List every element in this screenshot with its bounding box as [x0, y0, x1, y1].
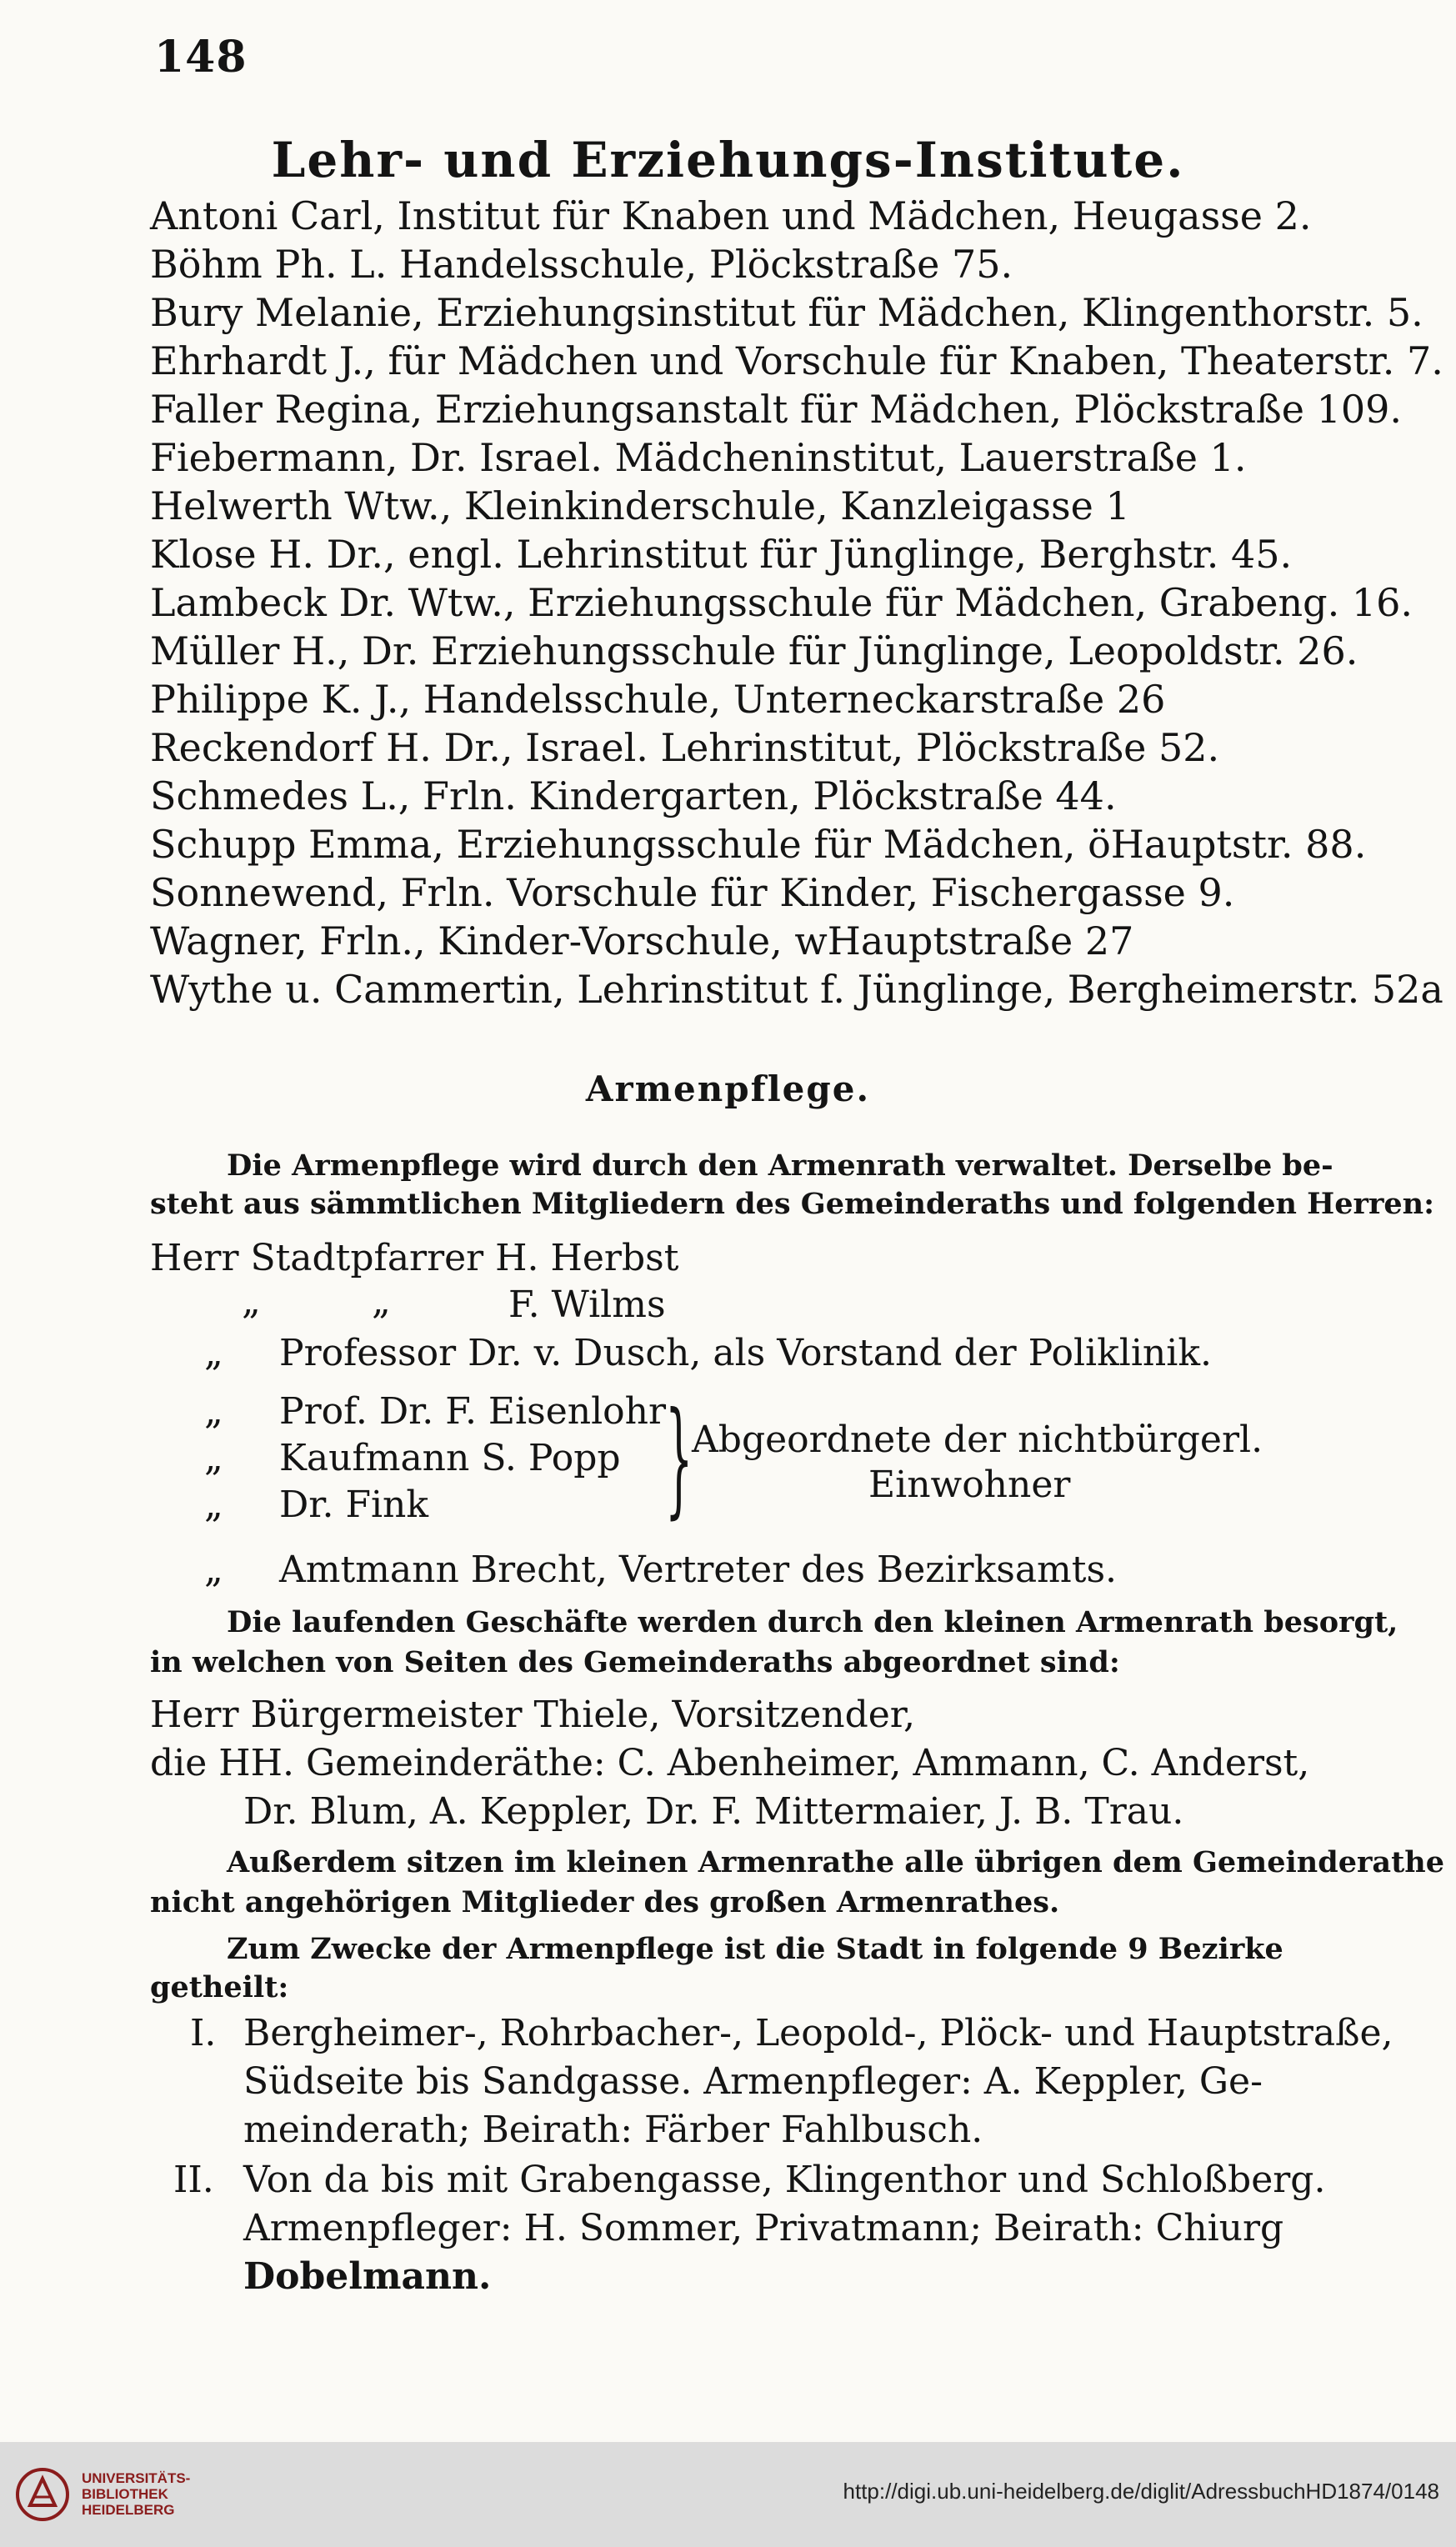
- list-item: Ehrhardt J., für Mädchen und Vorschule für Knaben, Theaterstr. 7.: [150, 338, 1443, 383]
- list-item: Müller H., Dr. Erziehungsschule für Jünglinge, Leopoldstr. 26.: [150, 628, 1358, 673]
- member-line: Professor Dr. v. Dusch, als Vorstand der Poliklinik.: [279, 1332, 1212, 1374]
- list-item: Faller Regina, Erziehungsanstalt für Mädchen, Plöckstraße 109.: [150, 387, 1403, 432]
- member-line: Prof. Dr. F. Eisenlohr: [279, 1390, 666, 1433]
- ditto-mark: „: [372, 1280, 391, 1323]
- list-item: Wythe u. Cammertin, Lehrinstitut f. Jünglinge, Bergheimerstr. 52a: [150, 967, 1443, 1012]
- paragraph-line: nicht angehörigen Mitglieder des großen Armenrathes.: [150, 1885, 1060, 1919]
- list-item: Fiebermann, Dr. Israel. Mädcheninstitut, Lauerstraße 1.: [150, 435, 1247, 480]
- footer-bar: [0, 2442, 1456, 2547]
- list-item: Klose H. Dr., engl. Lehrinstitut für Jünglinge, Berghstr. 45.: [150, 532, 1293, 577]
- district-line: Armenpfleger: H. Sommer, Privatmann; Beirath: Chiurg: [243, 2207, 1284, 2249]
- list-item: Philippe K. J., Handelsschule, Unterneckarstraße 26: [150, 677, 1166, 722]
- member-line: Kaufmann S. Popp: [279, 1437, 621, 1479]
- member-line: Dr. Fink: [279, 1484, 429, 1526]
- paragraph-line: in welchen von Seiten des Gemeinderaths abgeordnet sind:: [150, 1645, 1120, 1679]
- group-note: Einwohner: [868, 1464, 1071, 1506]
- paragraph-line: steht aus sämmtlichen Mitgliedern des Gemeinderaths und folgenden Herren:: [150, 1187, 1435, 1221]
- paragraph-line: Außerdem sitzen im kleinen Armenrathe alle übrigen dem Gemeinderathe: [227, 1845, 1444, 1879]
- list-item: Wagner, Frln., Kinder-Vorschule, wHauptstraße 27: [150, 918, 1134, 963]
- list-item: Helwerth Wtw., Kleinkinderschule, Kanzleigasse 1: [150, 483, 1130, 528]
- curly-brace-icon: }: [665, 1386, 693, 1531]
- list-item: Sonnewend, Frln. Vorschule für Kinder, Fischergasse 9.: [150, 870, 1235, 915]
- heading-lehr-institute: Lehr- und Erziehungs-Institute.: [271, 132, 1185, 188]
- district-line: Bergheimer-, Rohrbacher-, Leopold-, Plöck- und Hauptstraße,: [243, 2012, 1393, 2054]
- library-logo-text: UNIVERSITÄTS- BIBLIOTHEK HEIDELBERG: [82, 2470, 191, 2518]
- member-line: die HH. Gemeinderäthe: C. Abenheimer, Ammann, C. Anderst,: [150, 1742, 1310, 1784]
- ditto-mark: „: [204, 1549, 223, 1591]
- member-line: Amtmann Brecht, Vertreter des Bezirksamts.: [279, 1549, 1118, 1591]
- university-seal-icon: [15, 2465, 70, 2524]
- district-number: I.: [190, 2012, 217, 2054]
- ditto-mark: „: [204, 1332, 223, 1374]
- paragraph-line: Die laufenden Geschäfte werden durch den kleinen Armenrath besorgt,: [227, 1605, 1398, 1639]
- district-line: Von da bis mit Grabengasse, Klingenthor und Schloßberg.: [243, 2159, 1326, 2201]
- page-number: 148: [154, 32, 248, 83]
- paragraph-line: Zum Zwecke der Armenpflege ist die Stadt in folgende 9 Bezirke: [227, 1932, 1283, 1966]
- district-line: meinderath; Beirath: Färber Fahlbusch.: [243, 2109, 983, 2151]
- heading-armenpflege: Armenpflege.: [585, 1068, 871, 1109]
- paragraph-line: getheilt:: [150, 1970, 289, 2004]
- ditto-mark: „: [204, 1390, 223, 1433]
- ditto-mark: „: [204, 1437, 223, 1479]
- list-item: Böhm Ph. L. Handelsschule, Plöckstraße 75.: [150, 242, 1013, 287]
- member-line: Herr Bürgermeister Thiele, Vorsitzender,: [150, 1694, 915, 1736]
- member-line: Dr. Blum, A. Keppler, Dr. F. Mittermaier, J. B. Trau.: [243, 1790, 1184, 1833]
- list-item: Lambeck Dr. Wtw., Erziehungsschule für Mädchen, Grabeng. 16.: [150, 580, 1413, 625]
- paragraph-line: Die Armenpflege wird durch den Armenrath verwaltet. Derselbe be-: [227, 1148, 1333, 1183]
- list-item: Reckendorf H. Dr., Israel. Lehrinstitut, Plöckstraße 52.: [150, 725, 1220, 770]
- member-line: Herr Stadtpfarrer H. Herbst: [150, 1237, 679, 1279]
- member-line: F. Wilms: [508, 1284, 666, 1326]
- list-item: Schupp Emma, Erziehungsschule für Mädchen, öHauptstr. 88.: [150, 822, 1367, 867]
- ditto-mark: „: [242, 1280, 261, 1323]
- source-url-link[interactable]: http://digi.ub.uni-heidelberg.de/diglit/AdressbuchHD1874/0148: [843, 2479, 1439, 2504]
- ditto-mark: „: [204, 1484, 223, 1526]
- district-line: Südseite bis Sandgasse. Armenpfleger: A. Keppler, Ge-: [243, 2060, 1263, 2103]
- list-item: Antoni Carl, Institut für Knaben und Mädchen, Heugasse 2.: [150, 193, 1312, 238]
- group-note: Abgeordnete der nichtbürgerl.: [692, 1419, 1263, 1461]
- list-item: Schmedes L., Frln. Kindergarten, Plöckstraße 44.: [150, 773, 1117, 818]
- district-number: II.: [173, 2159, 214, 2201]
- district-line: Dobelmann.: [243, 2255, 492, 2298]
- list-item: Bury Melanie, Erziehungsinstitut für Mädchen, Klingenthorstr. 5.: [150, 290, 1423, 335]
